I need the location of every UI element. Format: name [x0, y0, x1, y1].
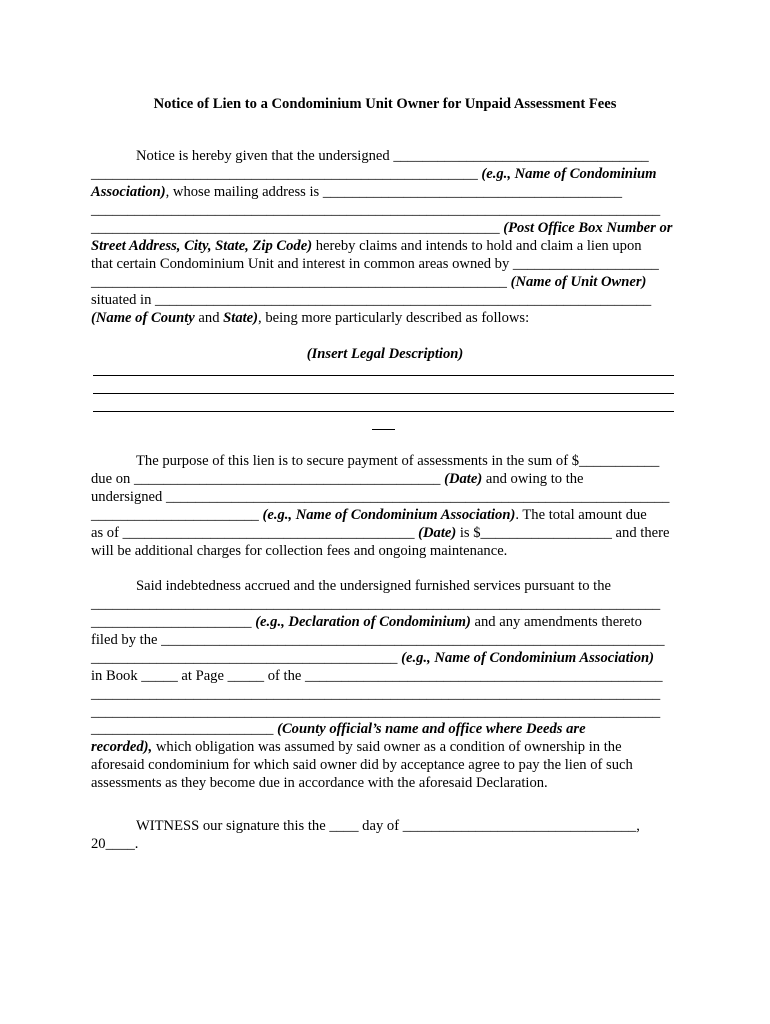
p1-line-9: situated in ____________________________________________________________________ — [91, 292, 652, 308]
p1-line-8: _________________________________________________________ (Name of Unit Owner) — [91, 274, 647, 290]
p2-line-4: _______________________ (e.g., Name of Condominium Association). The total amount due — [91, 507, 647, 523]
p3-line-7: ______________________________________________________________________________ — [91, 686, 661, 702]
p1-line-1: Notice is hereby given that the undersigned ___________________________________ — [136, 148, 649, 164]
p3-line-2: ______________________________________________________________________________ — [91, 596, 661, 612]
document-title: Notice of Lien to a Condominium Unit Owner for Unpaid Assessment Fees — [153, 96, 617, 112]
p3-line-3: ______________________ (e.g., Declaration of Condominium) and any amendments thereto — [91, 614, 642, 630]
p3-line-8: ______________________________________________________________________________ — [91, 704, 661, 720]
p3-line-4: filed by the _____________________________________________________________________ — [91, 632, 665, 648]
p1-line-4: ______________________________________________________________________________ — [91, 202, 661, 218]
legal-description-line-2 — [93, 393, 674, 394]
p2-line-2: due on __________________________________________ (Date) and owing to the — [91, 471, 584, 487]
p2-line-3: undersigned _____________________________________________________________________ — [91, 489, 670, 505]
legal-description-line-4 — [372, 429, 395, 430]
p1-line-5: ________________________________________________________ (Post Office Box Number or — [91, 220, 673, 236]
p3-line-10: recorded), which obligation was assumed by said owner as a condition of ownership in the — [91, 739, 622, 755]
legal-description-label: (Insert Legal Description) — [306, 346, 464, 362]
witness-line-2: 20____. — [91, 836, 139, 852]
p1-line-6: Street Address, City, State, Zip Code) hereby claims and intends to hold and claim a lien upon — [91, 238, 642, 254]
p3-line-11: aforesaid condominium for which said owner did by acceptance agree to pay the lien of such — [91, 757, 633, 773]
p2-line-1: The purpose of this lien is to secure payment of assessments in the sum of $___________ — [136, 453, 660, 469]
p1-line-10: (Name of County and State), being more particularly described as follows: — [91, 310, 530, 326]
p2-line-5: as of ________________________________________ (Date) is $__________________ and there — [91, 525, 670, 541]
p1-line-7: that certain Condominium Unit and interest in common areas owned by ____________________ — [91, 256, 659, 272]
witness-line-1: WITNESS our signature this the ____ day of ________________________________, — [136, 818, 640, 834]
legal-description-line-3 — [93, 411, 674, 412]
p3-line-12: assessments as they become due in accordance with the aforesaid Declaration. — [91, 775, 548, 791]
p3-line-5: __________________________________________ (e.g., Name of Condominium Association) — [91, 650, 654, 666]
p1-line-2: _____________________________________________________ (e.g., Name of Condominium — [91, 166, 657, 182]
p3-line-6: in Book _____ at Page _____ of the _________________________________________________ — [91, 668, 663, 684]
p3-line-9: _________________________ (County official’s name and office where Deeds are — [91, 721, 586, 737]
p3-line-1: Said indebtedness accrued and the undersigned furnished services pursuant to the — [136, 578, 611, 594]
p1-line-3: Association), whose mailing address is _________________________________________ — [91, 184, 623, 200]
legal-description-line-1 — [93, 375, 674, 376]
p2-line-6: will be additional charges for collection fees and ongoing maintenance. — [91, 543, 508, 559]
